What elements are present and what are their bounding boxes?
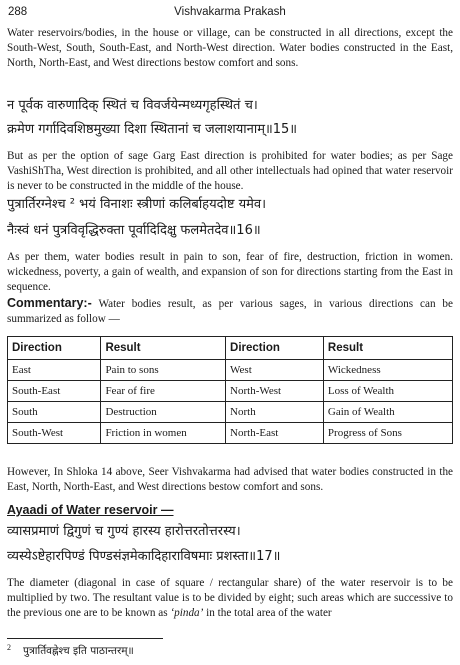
shloka-16 xyxy=(7,196,453,213)
footnote-text: पुत्रार्तिवह्नेश्च इति पाठान्तरम्॥ xyxy=(23,645,134,658)
commentary-paragraph xyxy=(7,296,453,327)
paragraph-3: As per them, water bodies result in pain to son, fear of fire, destruction, friction in women. wickedness, poverty, a gain of wealth, and expansion of son for directions starting from the East in sequence. xyxy=(7,251,453,293)
table-row xyxy=(8,360,453,381)
table-cell: Loss of Wealth xyxy=(323,381,452,402)
pinda-term: ‘pinda’ xyxy=(170,607,204,619)
shloka-line: व्यस्येऽष्टेहारपिण्डं पिण्डसंज्ञमेकादिहाराविषमाः प्रशस्ता॥17॥ xyxy=(7,549,281,564)
direction-results-table xyxy=(7,336,453,444)
shloka-line: क्रमेण गर्गादिवशिष्ठमुख्या दिशा स्थितानां च जलाशयानाम्॥15॥ xyxy=(7,122,298,137)
table-row xyxy=(8,423,453,444)
paragraph-2: But as per the option of sage Garg East direction is prohibited for water bodies; as per Sage VashiShTha, West direction is prohibited, and all other intellectuals had opined that water reservoir is never to be constructed in the middle of the house. xyxy=(7,150,453,192)
paragraph-1: Water reservoirs/bodies, in the house or village, can be constructed in all directions, except the South-West, South, South-East, and North-West direction. Water bodies constructed in the East, North, North-East, and West directions bestow comfort and sons. xyxy=(7,27,453,69)
footnote-mark: 2 xyxy=(7,643,11,652)
column-header: Result xyxy=(323,337,452,360)
shloka-line: नैःस्वं धनं पुत्रविवृद्धिरुक्ता पूर्वादिदिक्षु फलमेतदेव॥16॥ xyxy=(7,223,261,238)
page-number: 288 xyxy=(8,6,28,18)
page-header xyxy=(8,6,452,22)
table-cell: South xyxy=(8,402,101,423)
book-title: Vishvakarma Prakash xyxy=(174,6,286,18)
table-cell: East xyxy=(8,360,101,381)
column-header: Result xyxy=(101,337,226,360)
table-cell: Gain of Wealth xyxy=(323,402,452,423)
footnote-divider xyxy=(7,638,163,639)
table-cell: Wickedness xyxy=(323,360,452,381)
footnote xyxy=(7,643,134,658)
table-header-row xyxy=(8,337,453,360)
shloka-line: न पूर्वक वारुणादिक् स्थितं च विवर्जयेन्मध्यगृहस्थितं च। xyxy=(7,98,258,113)
shloka-15 xyxy=(7,97,453,114)
table-cell: North-East xyxy=(226,423,324,444)
table-cell: Friction in women xyxy=(101,423,226,444)
column-header: Direction xyxy=(226,337,324,360)
shloka-17 xyxy=(7,523,453,540)
table-cell: Progress of Sons xyxy=(323,423,452,444)
table-cell: West xyxy=(226,360,324,381)
table-row xyxy=(8,402,453,423)
shloka-16-line-2 xyxy=(7,222,453,239)
table-cell: North-West xyxy=(226,381,324,402)
table-row xyxy=(8,381,453,402)
shloka-line: पुत्रार्तिरग्नेश्च ² भयं विनाशः स्त्रीणां कलिर्बाहयदोष्ट यमेव। xyxy=(7,197,267,212)
paragraph-4: However, In Shloka 14 above, Seer Vishvakarma had advised that water bodies constructed in the East, North, North-East, and West directions bestow comfort and sons. xyxy=(7,466,453,493)
paragraph-5: The diameter (diagonal in case of square / rectangular share) of the water reservoir is to be multiplied by two. The resultant value is to be divided by eight; such areas which are successive to the previous one are to be known as ‘pinda’ in the total area of the water xyxy=(7,577,453,619)
table-cell: Fear of fire xyxy=(101,381,226,402)
shloka-15-line-2 xyxy=(7,121,453,138)
commentary-text: Water bodies result, as per various sages, in various directions can be summarized as follow — xyxy=(7,298,453,325)
table-cell: Pain to sons xyxy=(101,360,226,381)
section-heading xyxy=(7,503,453,519)
table-cell: Destruction xyxy=(101,402,226,423)
section-heading-text: Ayaadi of Water reservoir — xyxy=(7,503,174,517)
shloka-line: व्यासप्रमाणं द्विगुणं च गुण्यं हारस्य हारोत्तरतोत्तरस्य। xyxy=(7,524,241,539)
table-cell: South-West xyxy=(8,423,101,444)
shloka-17-line-2 xyxy=(7,548,453,565)
table-cell: North xyxy=(226,402,324,423)
commentary-label: Commentary:- xyxy=(7,296,92,310)
table-cell: South-East xyxy=(8,381,101,402)
column-header: Direction xyxy=(8,337,101,360)
